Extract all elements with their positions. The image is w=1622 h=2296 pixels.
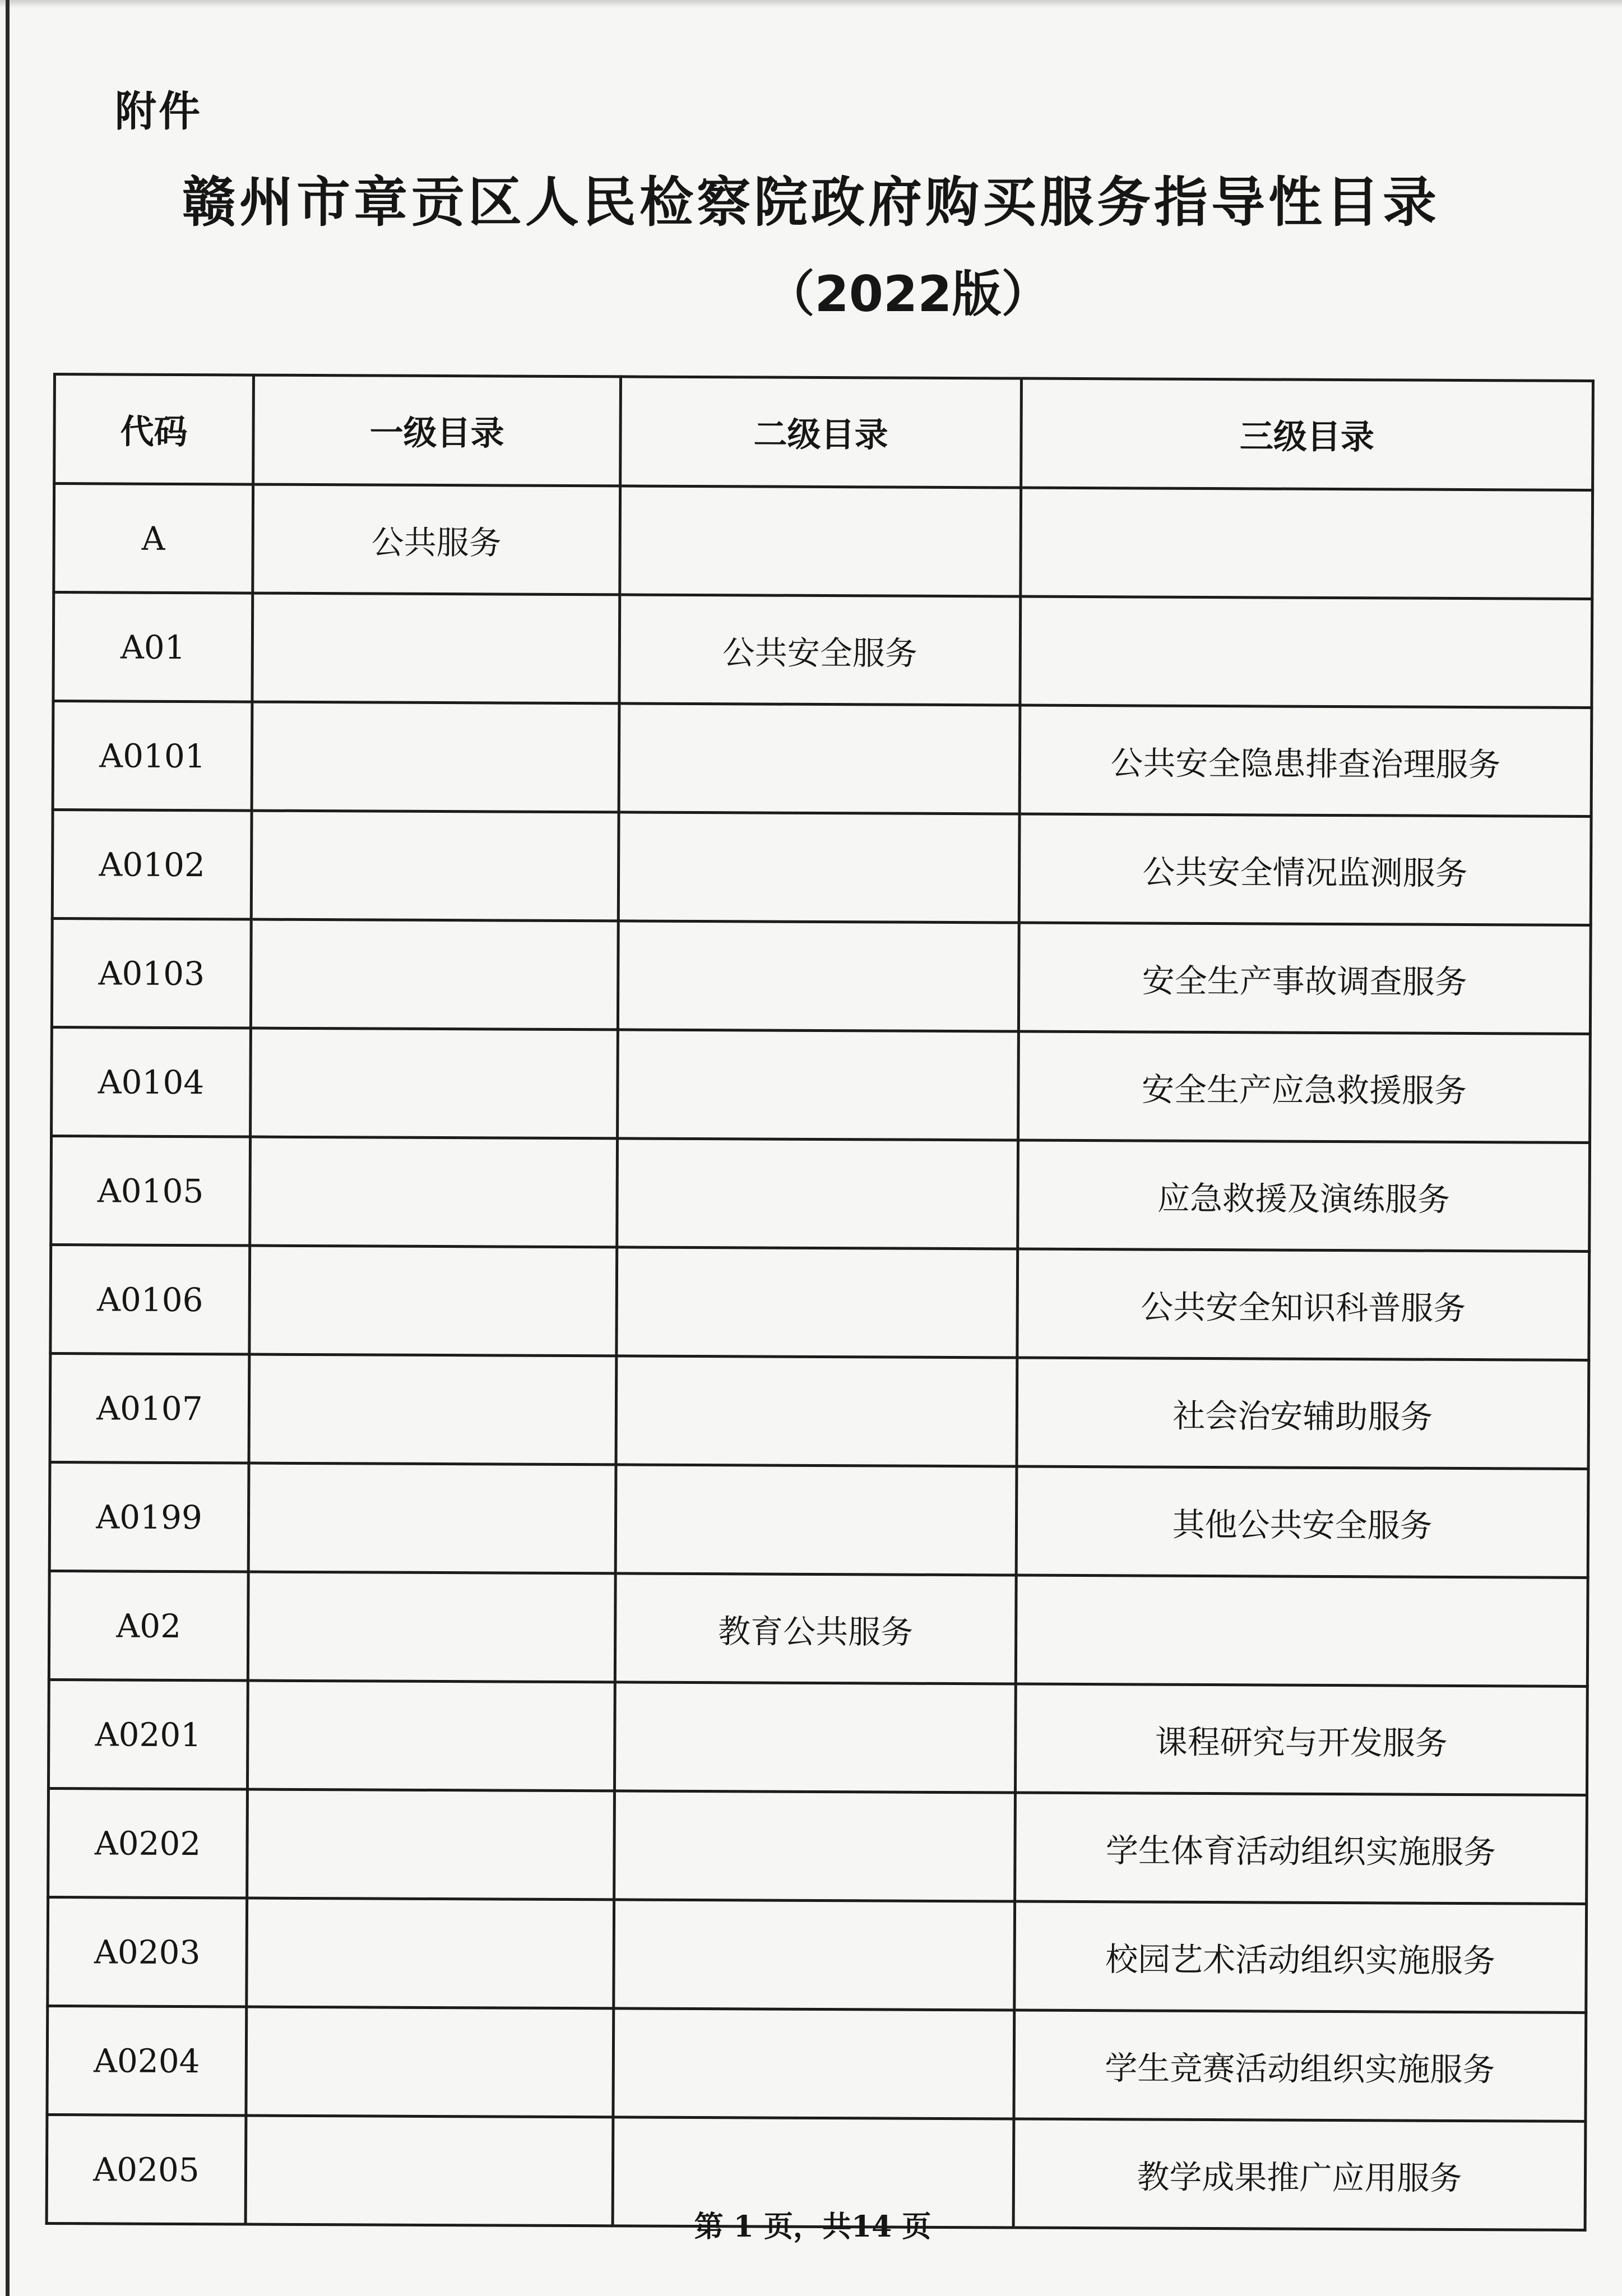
cell-level2 xyxy=(619,703,1020,814)
cell-level3: 课程研究与开发服务 xyxy=(1015,1684,1587,1795)
cell-code: A0107 xyxy=(50,1353,249,1463)
column-header-level1: 一级目录 xyxy=(253,375,621,486)
scan-top-edge xyxy=(0,0,1622,8)
cell-code: A0105 xyxy=(51,1136,251,1246)
attachment-label: 附件 xyxy=(115,87,202,136)
table-row xyxy=(52,919,1591,1034)
cell-level1 xyxy=(248,1463,616,1573)
cell-code: A0102 xyxy=(52,810,252,920)
cell-level1 xyxy=(246,2007,614,2117)
cell-level2 xyxy=(618,921,1019,1031)
cell-code: A02 xyxy=(49,1571,248,1681)
cell-level3: 教学成果推广应用服务 xyxy=(1013,2119,1586,2230)
cell-level3: 应急救援及演练服务 xyxy=(1018,1140,1590,1251)
cell-code: A0104 xyxy=(52,1027,251,1137)
cell-level1 xyxy=(251,919,618,1030)
table-row xyxy=(54,484,1593,599)
table-row xyxy=(53,592,1592,708)
cell-level3 xyxy=(1021,488,1593,599)
document-title: 赣州市章贡区人民检察院政府购买服务指导性目录 xyxy=(182,171,1440,234)
cell-level3: 社会治安辅助服务 xyxy=(1017,1358,1589,1469)
cell-level1 xyxy=(250,1137,618,1247)
table-row xyxy=(52,810,1591,925)
cell-level3: 校园艺术活动组织实施服务 xyxy=(1014,1901,1587,2012)
cell-code: A0101 xyxy=(53,701,252,811)
cell-level1 xyxy=(249,1354,617,1465)
cell-code: A0106 xyxy=(50,1244,250,1354)
cell-level3: 学生体育活动组织实施服务 xyxy=(1015,1793,1587,1904)
cell-level2: 公共安全服务 xyxy=(619,595,1021,705)
table-row xyxy=(51,1136,1590,1251)
cell-level2 xyxy=(617,1247,1018,1358)
cell-level1 xyxy=(251,811,619,921)
cell-level3: 安全生产应急救援服务 xyxy=(1018,1031,1591,1142)
cell-code: A01 xyxy=(53,592,253,702)
table-row xyxy=(48,1897,1587,2012)
cell-level3: 安全生产事故调查服务 xyxy=(1018,923,1591,1034)
table-row xyxy=(53,701,1592,817)
cell-code: A0103 xyxy=(52,919,251,1029)
table-header-row xyxy=(54,374,1593,490)
cell-level3: 公共安全知识科普服务 xyxy=(1017,1249,1589,1360)
cell-level3 xyxy=(1020,596,1592,707)
cell-level1 xyxy=(252,702,619,812)
cell-level2 xyxy=(618,1030,1019,1140)
cell-code: A0201 xyxy=(48,1679,248,1789)
catalog-table xyxy=(45,373,1595,2232)
column-header-code: 代码 xyxy=(54,374,254,485)
cell-code: A0203 xyxy=(48,1897,247,2007)
cell-level1 xyxy=(247,1898,614,2008)
table-row xyxy=(48,1679,1587,1795)
page-indicator: 第 1 页，共14 页 xyxy=(694,2210,932,2244)
cell-level1: 公共服务 xyxy=(253,484,620,595)
table-row xyxy=(50,1244,1589,1360)
cell-level1 xyxy=(249,1246,617,1356)
cell-code: A xyxy=(54,484,253,594)
cell-level2 xyxy=(618,812,1019,923)
document-edition: （2022版） xyxy=(765,265,1051,323)
cell-level3: 其他公共安全服务 xyxy=(1016,1466,1588,1577)
cell-level2 xyxy=(614,1791,1016,1901)
cell-code: A0202 xyxy=(48,1788,248,1898)
cell-level2: 教育公共服务 xyxy=(615,1573,1016,1684)
table-row xyxy=(49,1571,1588,1686)
cell-level1 xyxy=(247,1681,615,1791)
cell-level2 xyxy=(613,2008,1014,2119)
cell-level2 xyxy=(615,1465,1017,1575)
table-row xyxy=(52,1027,1591,1142)
cell-level2 xyxy=(614,1900,1015,2010)
table-row xyxy=(49,1462,1588,1577)
cell-level3: 学生竞赛活动组织实施服务 xyxy=(1014,2010,1586,2121)
cell-level3: 公共安全隐患排查治理服务 xyxy=(1019,705,1592,816)
cell-level2 xyxy=(617,1138,1018,1249)
cell-level3 xyxy=(1016,1575,1588,1686)
column-header-level2: 二级目录 xyxy=(620,377,1022,488)
cell-level1 xyxy=(251,1028,618,1138)
cell-level2 xyxy=(620,486,1021,596)
cell-level1 xyxy=(248,1572,615,1682)
cell-level2 xyxy=(614,1682,1016,1793)
cell-level3: 公共安全情况监测服务 xyxy=(1019,814,1591,925)
column-header-level3: 三级目录 xyxy=(1021,378,1593,490)
table-row xyxy=(48,1788,1587,1904)
cell-code: A0205 xyxy=(47,2114,246,2224)
cell-level1 xyxy=(247,1789,615,1900)
table-row xyxy=(47,2006,1586,2121)
table-row xyxy=(50,1353,1589,1469)
cell-code: A0199 xyxy=(49,1462,249,1572)
scan-left-edge xyxy=(6,0,10,2296)
cell-level1 xyxy=(252,593,620,703)
cell-code: A0204 xyxy=(47,2006,247,2116)
cell-level2 xyxy=(616,1356,1017,1466)
